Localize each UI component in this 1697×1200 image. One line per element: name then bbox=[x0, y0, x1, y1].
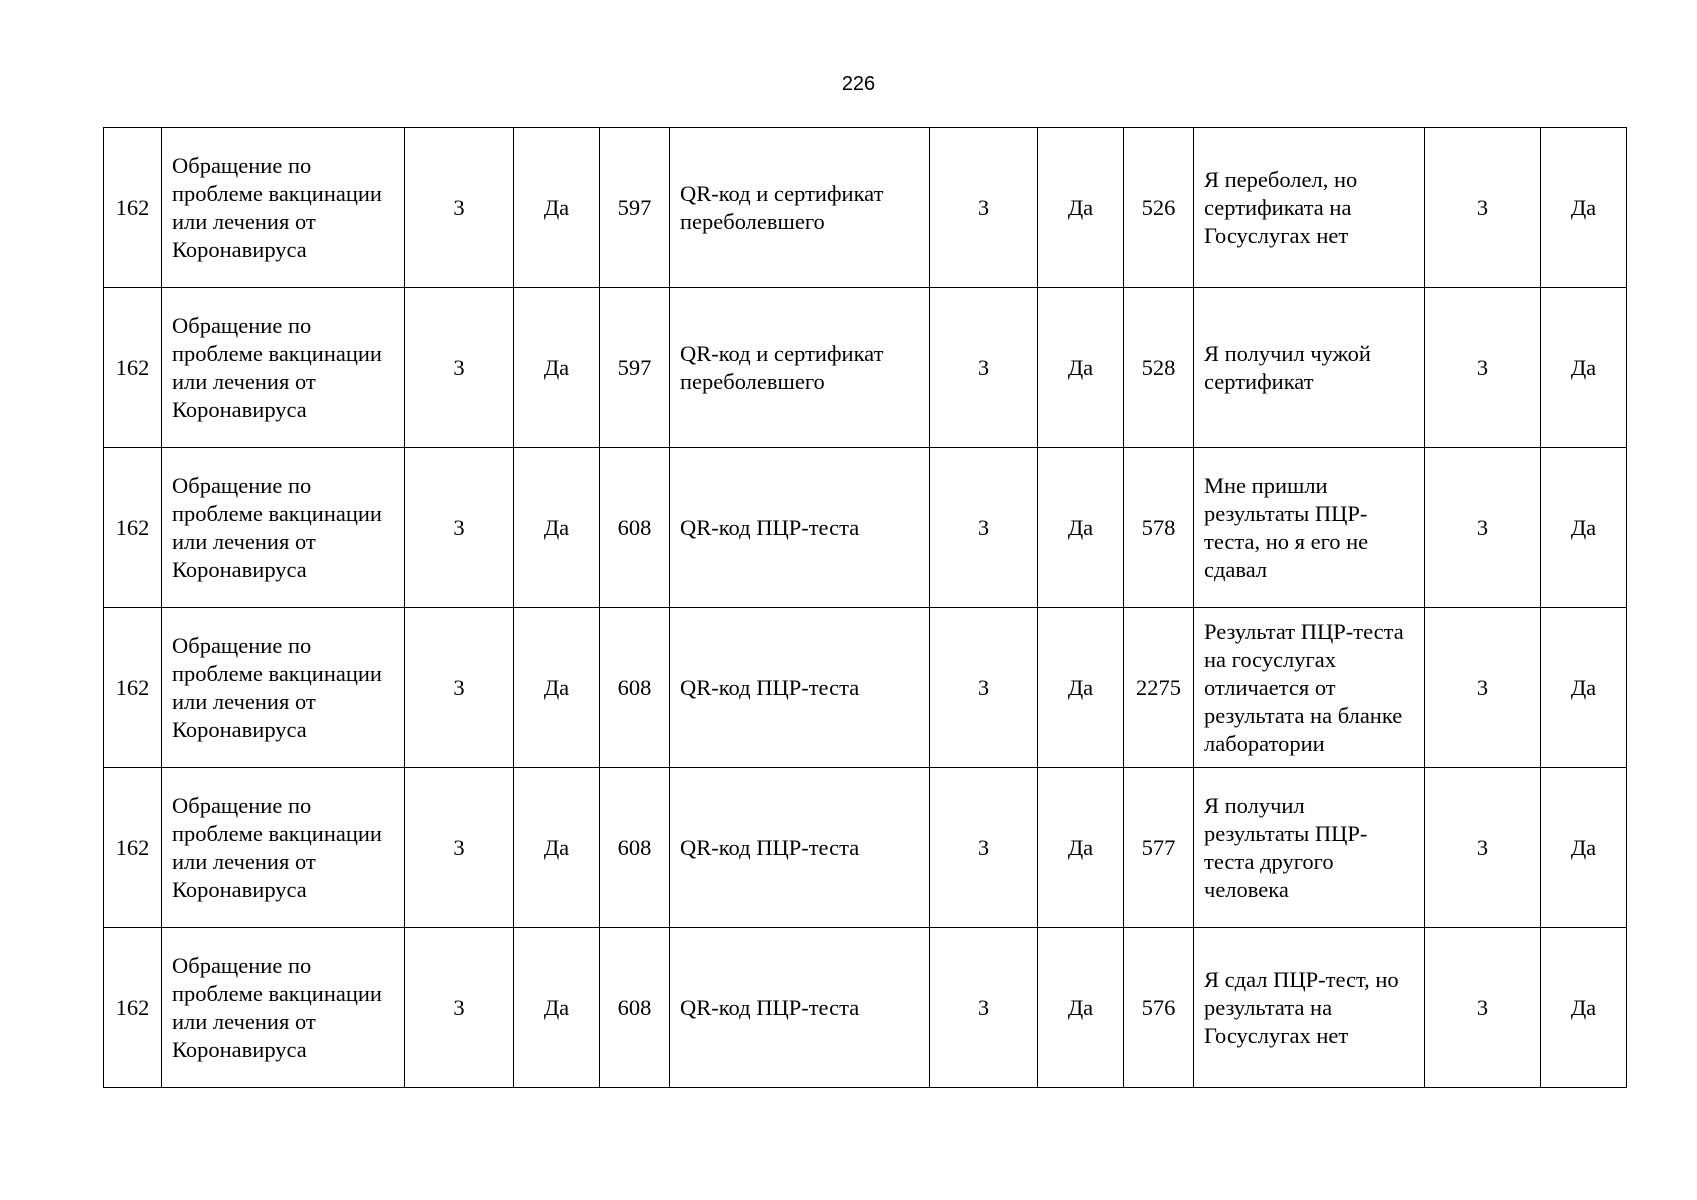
cell-topic-level: 3 bbox=[1425, 768, 1541, 928]
table-row bbox=[104, 128, 1627, 288]
table-row bbox=[104, 288, 1627, 448]
cell-subcategory-name: QR-код ПЦР-теста bbox=[670, 768, 930, 928]
cell-subcategory-level: 3 bbox=[930, 448, 1038, 608]
cell-subcategory-level: 3 bbox=[930, 288, 1038, 448]
cell-topic-id: 578 bbox=[1124, 448, 1194, 608]
cell-topic-id: 577 bbox=[1124, 768, 1194, 928]
cell-subcategory-id: 597 bbox=[600, 128, 670, 288]
cell-topic-level: 3 bbox=[1425, 128, 1541, 288]
cell-category-flag: Да bbox=[514, 288, 600, 448]
cell-topic-name: Я сдал ПЦР-тест, но результата на Госуслугах нет bbox=[1194, 928, 1425, 1088]
cell-topic-name: Я переболел, но сертификата на Госуслугах нет bbox=[1194, 128, 1425, 288]
cell-category-level: 3 bbox=[405, 608, 514, 768]
cell-topic-name: Мне пришли результаты ПЦР-теста, но я его не сдавал bbox=[1194, 448, 1425, 608]
cell-topic-flag: Да bbox=[1541, 128, 1627, 288]
cell-subcategory-id: 608 bbox=[600, 608, 670, 768]
cell-subcategory-flag: Да bbox=[1038, 288, 1124, 448]
cell-category-id: 162 bbox=[104, 128, 162, 288]
cell-category-id: 162 bbox=[104, 288, 162, 448]
cell-category-name: Обращение по проблеме вакцинации или лечения от Коронавируса bbox=[162, 288, 405, 448]
cell-category-level: 3 bbox=[405, 288, 514, 448]
cell-category-flag: Да bbox=[514, 608, 600, 768]
cell-topic-level: 3 bbox=[1425, 608, 1541, 768]
cell-topic-flag: Да bbox=[1541, 608, 1627, 768]
cell-category-name: Обращение по проблеме вакцинации или лечения от Коронавируса bbox=[162, 768, 405, 928]
table-row bbox=[104, 448, 1627, 608]
cell-topic-flag: Да bbox=[1541, 448, 1627, 608]
cell-subcategory-id: 597 bbox=[600, 288, 670, 448]
cell-subcategory-flag: Да bbox=[1038, 928, 1124, 1088]
cell-category-id: 162 bbox=[104, 608, 162, 768]
cell-subcategory-flag: Да bbox=[1038, 128, 1124, 288]
cell-topic-level: 3 bbox=[1425, 448, 1541, 608]
cell-subcategory-id: 608 bbox=[600, 768, 670, 928]
table-row bbox=[104, 768, 1627, 928]
cell-subcategory-level: 3 bbox=[930, 928, 1038, 1088]
cell-topic-flag: Да bbox=[1541, 928, 1627, 1088]
cell-subcategory-level: 3 bbox=[930, 608, 1038, 768]
page-number: 226 bbox=[841, 73, 876, 95]
cell-category-level: 3 bbox=[405, 768, 514, 928]
cell-category-id: 162 bbox=[104, 928, 162, 1088]
cell-topic-id: 2275 bbox=[1124, 608, 1194, 768]
cell-topic-name: Я получил чужой сертификат bbox=[1194, 288, 1425, 448]
cell-subcategory-name: QR-код и сертификат переболевшего bbox=[670, 288, 930, 448]
cell-subcategory-id: 608 bbox=[600, 928, 670, 1088]
cell-subcategory-level: 3 bbox=[930, 768, 1038, 928]
cell-category-id: 162 bbox=[104, 448, 162, 608]
cell-topic-id: 576 bbox=[1124, 928, 1194, 1088]
cell-topic-level: 3 bbox=[1425, 928, 1541, 1088]
cell-category-flag: Да bbox=[514, 928, 600, 1088]
table-body bbox=[104, 128, 1627, 1088]
cell-subcategory-flag: Да bbox=[1038, 608, 1124, 768]
table-row bbox=[104, 928, 1627, 1088]
cell-category-level: 3 bbox=[405, 448, 514, 608]
registry-table bbox=[103, 127, 1627, 1088]
cell-topic-name: Результат ПЦР-теста на госуслугах отличается от результата на бланке лаборатории bbox=[1194, 608, 1425, 768]
cell-category-flag: Да bbox=[514, 768, 600, 928]
cell-subcategory-flag: Да bbox=[1038, 448, 1124, 608]
cell-topic-flag: Да bbox=[1541, 768, 1627, 928]
cell-category-flag: Да bbox=[514, 448, 600, 608]
cell-topic-flag: Да bbox=[1541, 288, 1627, 448]
cell-topic-id: 526 bbox=[1124, 128, 1194, 288]
cell-topic-level: 3 bbox=[1425, 288, 1541, 448]
cell-subcategory-name: QR-код ПЦР-теста bbox=[670, 928, 930, 1088]
cell-subcategory-name: QR-код ПЦР-теста bbox=[670, 448, 930, 608]
cell-topic-id: 528 bbox=[1124, 288, 1194, 448]
cell-category-level: 3 bbox=[405, 128, 514, 288]
cell-category-name: Обращение по проблеме вакцинации или лечения от Коронавируса bbox=[162, 448, 405, 608]
cell-category-level: 3 bbox=[405, 928, 514, 1088]
cell-category-flag: Да bbox=[514, 128, 600, 288]
cell-subcategory-level: 3 bbox=[930, 128, 1038, 288]
cell-category-id: 162 bbox=[104, 768, 162, 928]
cell-category-name: Обращение по проблеме вакцинации или лечения от Коронавируса bbox=[162, 128, 405, 288]
cell-subcategory-flag: Да bbox=[1038, 768, 1124, 928]
cell-category-name: Обращение по проблеме вакцинации или лечения от Коронавируса bbox=[162, 928, 405, 1088]
cell-topic-name: Я получил результаты ПЦР-теста другого человека bbox=[1194, 768, 1425, 928]
cell-subcategory-name: QR-код и сертификат переболевшего bbox=[670, 128, 930, 288]
cell-subcategory-name: QR-код ПЦР-теста bbox=[670, 608, 930, 768]
cell-subcategory-id: 608 bbox=[600, 448, 670, 608]
table-row bbox=[104, 608, 1627, 768]
cell-category-name: Обращение по проблеме вакцинации или лечения от Коронавируса bbox=[162, 608, 405, 768]
